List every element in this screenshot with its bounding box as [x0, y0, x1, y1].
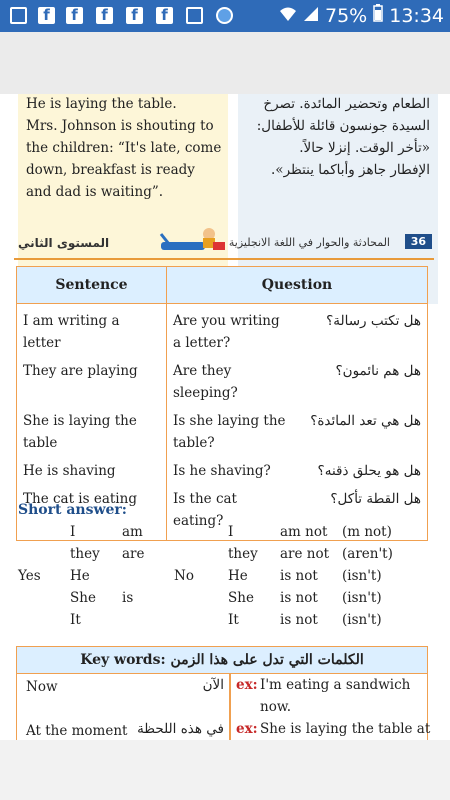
no-short: (isn't) — [342, 568, 382, 584]
story-line: الطعام وتحضير المائدة. تصرخ — [263, 96, 430, 112]
yes-verb: am — [122, 524, 143, 540]
battery-icon — [373, 4, 383, 27]
yes-pronoun: It — [70, 612, 81, 628]
keyword-ar: في هذه اللحظة — [137, 721, 224, 737]
table-row — [17, 457, 428, 485]
yes-pronoun: He — [70, 568, 90, 584]
col-header-question: Question — [167, 267, 428, 304]
facebook-icon: f — [38, 7, 55, 24]
sentence-cell: They are playing — [17, 357, 167, 407]
wifi-icon — [279, 5, 297, 27]
arabic-question-cell: هل تكتب رسالة؟ — [294, 304, 428, 358]
sentence-cell: She is laying the table — [17, 407, 167, 457]
no-pronoun: they — [228, 546, 258, 562]
no-neg: is not — [280, 612, 318, 628]
example-label: ex: — [236, 677, 258, 693]
key-words-title-ar: الكلمات التي تدل على هذا الزمن — [170, 652, 364, 668]
gallery-icon — [186, 7, 203, 24]
sentence-cell: He is shaving — [17, 457, 167, 485]
col-header-sentence: Sentence — [17, 267, 167, 304]
key-words-title-en: Key words: — [80, 652, 166, 668]
table-row — [17, 357, 428, 407]
yes-label: Yes — [18, 568, 41, 584]
no-label: No — [174, 568, 194, 584]
book-title: المحادثة والحوار في اللغة الانجليزية — [228, 236, 390, 249]
yes-pronoun: She — [70, 590, 96, 606]
sentence-cell: I am writing a letter — [17, 304, 167, 358]
no-short: (aren't) — [342, 546, 393, 562]
facebook-icon: f — [66, 7, 83, 24]
story-line: the children: “It's late, come — [26, 140, 222, 156]
keyword-en: At the moment — [26, 723, 128, 739]
facebook-icon: f — [96, 7, 113, 24]
app-bar — [0, 32, 450, 94]
facebook-icon: f — [156, 7, 173, 24]
clock: 13:34 — [389, 4, 444, 27]
story-line: down, breakfast is ready — [26, 162, 195, 178]
sentence-question-table — [16, 266, 428, 541]
sync-icon — [216, 7, 233, 24]
question-cell: Is he shaving? — [167, 457, 295, 485]
yes-verb: are — [122, 546, 145, 562]
question-cell: Is the cat eating? — [167, 485, 295, 541]
keyword-ar: الآن — [202, 677, 224, 693]
table-row — [17, 304, 428, 358]
example-text-continued: now. — [260, 699, 292, 715]
status-bar — [0, 0, 450, 32]
story-line: He is laying the table. — [26, 96, 177, 112]
page-header — [14, 230, 434, 260]
no-pronoun: It — [228, 612, 239, 628]
keyword-en: Now — [26, 679, 58, 695]
story-line: السيدة جونسون قائلة للأطفال: — [256, 118, 430, 134]
no-neg: are not — [280, 546, 330, 562]
arabic-question-cell: هل القطة تأكل؟ — [294, 485, 428, 541]
no-short: (isn't) — [342, 612, 382, 628]
arabic-question-cell: هل هي تعد المائدة؟ — [294, 407, 428, 457]
no-neg: is not — [280, 568, 318, 584]
sentence-cell: The cat is eating — [17, 485, 167, 541]
table-row — [17, 407, 428, 457]
no-pronoun: She — [228, 590, 254, 606]
no-neg: is not — [280, 590, 318, 606]
example-text: She is laying the table at — [260, 721, 431, 737]
arabic-question-cell: هل هو يحلق ذقنه؟ — [294, 457, 428, 485]
no-neg: am not — [280, 524, 328, 540]
reading-boy-illustration — [159, 220, 229, 256]
short-answer-title: Short answer: — [18, 502, 127, 518]
page-number: 36 — [405, 234, 432, 249]
question-cell: Are you writing a letter? — [167, 304, 295, 358]
level-label: المستوى الثاني — [18, 236, 110, 250]
question-cell: Is she laying the table? — [167, 407, 295, 457]
arabic-question-cell: هل هم نائمون؟ — [294, 357, 428, 407]
question-cell: Are they sleeping? — [167, 357, 295, 407]
bottom-area — [0, 740, 450, 800]
no-pronoun: He — [228, 568, 248, 584]
book-page[interactable] — [0, 94, 450, 740]
no-pronoun: I — [228, 524, 234, 540]
battery-percent: 75% — [325, 4, 368, 27]
example-label: ex: — [236, 721, 258, 737]
story-line: «تأخر الوقت. إنزلا حالاً. — [299, 140, 430, 156]
story-line: الإفطار جاهز وأباكما ينتظر». — [271, 162, 430, 178]
no-short: (m not) — [342, 524, 392, 540]
yes-verb: is — [122, 590, 134, 606]
story-line: and dad is waiting”. — [26, 184, 164, 200]
example-text: I'm eating a sandwich — [260, 677, 411, 693]
no-short: (isn't) — [342, 590, 382, 606]
signal-icon — [303, 5, 319, 27]
facebook-icon: f — [126, 7, 143, 24]
story-line: Mrs. Johnson is shouting to — [26, 118, 214, 134]
yes-pronoun: they — [70, 546, 100, 562]
yes-pronoun: I — [70, 524, 76, 540]
key-words-divider — [229, 674, 231, 740]
home-icon — [10, 7, 27, 24]
key-words-header — [16, 646, 428, 674]
